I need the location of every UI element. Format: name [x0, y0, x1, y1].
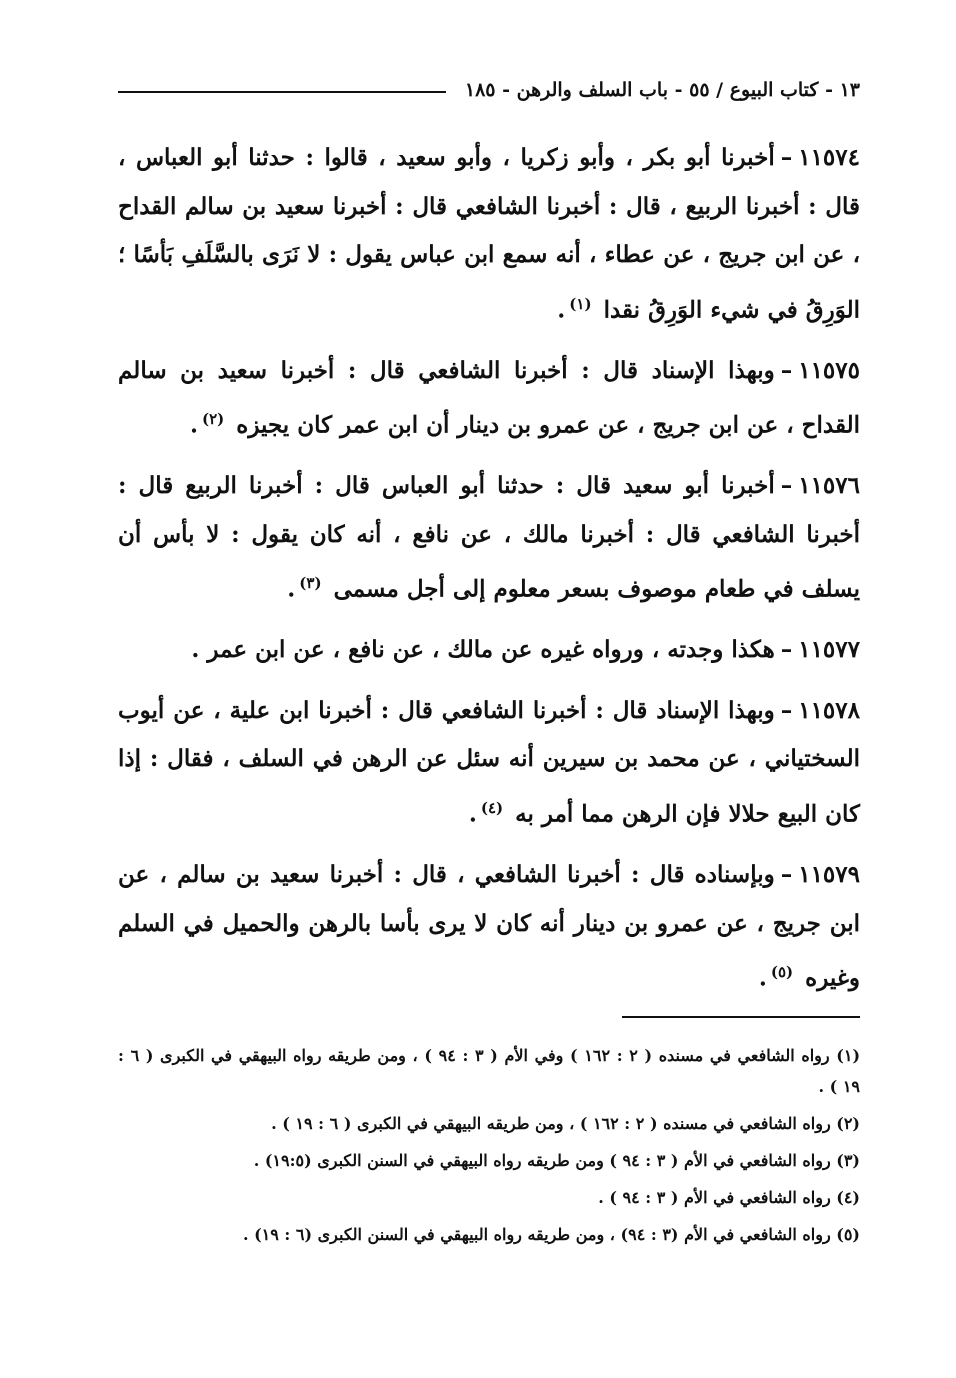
hadith-paragraph: ١١٥٧٧–هكذا وجدته ، ورواه غيره عن مالك ، عن نافع ، عن ابن عمر .	[191, 636, 860, 664]
main-text	[118, 134, 860, 1015]
hadith-text: وبهذا الإسناد قال : أخبرنا الشافعي قال : أخبرنا ابن علية ، عن أيوب السختياني ، عن محمد بن سيرين أنه سئل عن الرهن في السلف ، فقال : إذا كان البيع حلالا فإن الرهن مما أمر به	[118, 696, 860, 828]
footnote-ref: (٤)	[480, 798, 504, 817]
hadith-paragraph: ١١٥٧٦–أخبرنا أبو سعيد قال : حدثنا أبو العباس قال : أخبرنا الربيع قال : أخبرنا الشافعي قال : أخبرنا مالك ، عن نافع ، أنه كان يقول : لا بأس أن يسلف في طعام موصوف بسعر معلوم إلى أجل مسمى $^{(٣)}$.	[118, 472, 860, 603]
hadith-number: ١١٥٧٧	[798, 636, 860, 664]
paragraph-end: .	[468, 800, 477, 828]
footnote-separator	[622, 1016, 860, 1018]
hadith-text: هكذا وجدته ، ورواه غيره عن مالك ، عن نافع ، عن ابن عمر .	[191, 636, 775, 664]
footnote: (١) رواه الشافعي في مسنده ( ٢ : ١٦٢ ) وفي الأم ( ٣ : ٩٤ ) ، ومن طريقه رواه البيهقي في الكبرى ( ٦ : ١٩ ) .	[118, 1046, 861, 1096]
hadith-paragraph: ١١٥٧٥–وبهذا الإسناد قال : أخبرنا الشافعي قال : أخبرنا سعيد بن سالم القداح ، عن ابن جريج ، عن عمرو بن دينار أن ابن عمر كان يجيزه $^{(٢)}$.	[118, 356, 860, 439]
footnote: (٢) رواه الشافعي في مسنده ( ٢ : ١٦٢ ) ، ومن طريقه البيهقي في الكبرى ( ٦ : ١٩ ) .	[271, 1114, 860, 1133]
footnote-ref: (٢)	[201, 410, 225, 429]
hadith-paragraph: ١١٥٧٤–أخبرنا أبو بكر ، وأبو زكريا ، وأبو سعيد ، قالوا : حدثنا أبو العباس ، قال : أخبرنا الربيع ، قال : أخبرنا الشافعي قال : أخبرنا سعيد بن سالم القداح ، عن ابن جريج ، عن عطاء ، أنه سمع ابن عباس يقول : لا نَرَى بالسَّلَفِ بَأسًا ؛ الوَرِقُ في شيء الوَرِقُ نقدا $^{(١)}$.	[118, 144, 860, 324]
footnote-ref: (٥)	[770, 963, 794, 982]
running-header	[118, 72, 860, 108]
footnote-ref: (١)	[569, 294, 592, 313]
header-rule	[118, 91, 446, 93]
hadith-number: ١١٥٧٥	[798, 356, 860, 384]
hadith-text: وبإسناده قال : أخبرنا الشافعي ، قال : أخبرنا سعيد بن سالم ، عن ابن جريج ، عن عمرو بن دينار أنه كان لا يرى بأسا بالرهن والحميل في السلم وغيره	[118, 861, 860, 992]
hadith-text: وبهذا الإسناد قال : أخبرنا الشافعي قال : أخبرنا سعيد بن سالم القداح ، عن ابن جريج ، عن عمرو بن دينار أن ابن عمر كان يجيزه	[118, 356, 860, 439]
paragraph-end: .	[557, 296, 566, 324]
paragraph-end: .	[189, 411, 198, 439]
hadith-paragraph: ١١٥٧٩–وبإسناده قال : أخبرنا الشافعي ، قال : أخبرنا سعيد بن سالم ، عن ابن جريج ، عن عمرو بن دينار أنه كان لا يرى بأسا بالرهن والحميل في السلم وغيره $^{(٥)}$.	[118, 861, 860, 992]
header-title: ١٣ - كتاب البيوع / ٥٥ - باب السلف والرهن - ١٨٥	[464, 79, 860, 101]
footnote: (٣) رواه الشافعي في الأم ( ٣ : ٩٤ ) ومن طريقه رواه البيهقي في السنن الكبرى (١٩:٥) .	[253, 1151, 860, 1170]
footnotes	[118, 1040, 860, 1256]
hadith-number: ١١٥٧٩	[798, 861, 860, 889]
paragraph-end: .	[287, 575, 296, 603]
hadith-number: ١١٥٧٦	[798, 472, 860, 500]
hadith-number: ١١٥٧٤	[798, 144, 860, 171]
hadith-text: أخبرنا أبو بكر ، وأبو زكريا ، وأبو سعيد ، قالوا : حدثنا أبو العباس ، قال : أخبرنا الربيع ، قال : أخبرنا الشافعي قال : أخبرنا سعيد بن سالم القداح ، عن ابن جريج ، عن عطاء ، أنه سمع ابن عباس يقول : لا نَرَى بالسَّلَفِ بَأسًا ؛ الوَرِقُ في شيء الوَرِقُ نقدا	[118, 144, 860, 324]
footnote: (٤) رواه الشافعي في الأم ( ٣ : ٩٤ ) .	[598, 1188, 860, 1207]
hadith-number: ١١٥٧٨	[798, 696, 860, 724]
footnote-ref: (٣)	[299, 574, 322, 593]
hadith-text: أخبرنا أبو سعيد قال : حدثنا أبو العباس قال : أخبرنا الربيع قال : أخبرنا الشافعي قال : أخبرنا مالك ، عن نافع ، أنه كان يقول : لا بأس أن يسلف في طعام موصوف بسعر معلوم إلى أجل مسمى	[118, 472, 860, 603]
hadith-paragraph: ١١٥٧٨–وبهذا الإسناد قال : أخبرنا الشافعي قال : أخبرنا ابن علية ، عن أيوب السختياني ، عن محمد بن سيرين أنه سئل عن الرهن في السلف ، فقال : إذا كان البيع حلالا فإن الرهن مما أمر به $^{(٤)}$.	[118, 696, 860, 828]
footnote: (٥) رواه الشافعي في الأم (٣ : ٩٤) ، ومن طريقه رواه البيهقي في السنن الكبرى (٦ : ١٩) .	[242, 1225, 860, 1244]
paragraph-end: .	[758, 964, 767, 992]
